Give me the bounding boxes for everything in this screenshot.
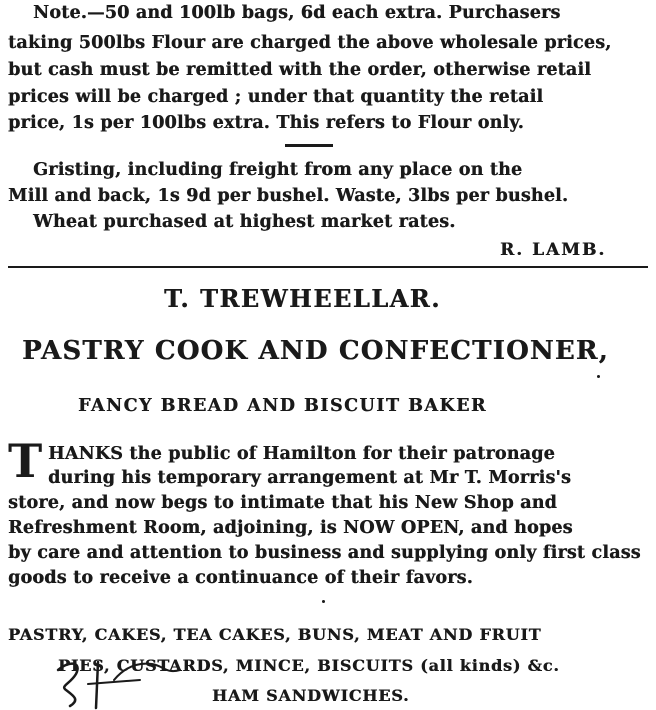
notice-line-2: taking 500lbs Flour are charged the above wholesale prices,: [8, 33, 612, 53]
long-divider: [8, 266, 648, 268]
advertiser-name: T. TREWHEELLAR.: [164, 284, 441, 313]
notice-line-4: prices will be charged ; under that quantity the retail: [8, 87, 544, 107]
ink-speck: [322, 600, 325, 603]
body-line-5: by care and attention to business and supplying only first class: [8, 543, 641, 563]
body-line-4: Refreshment Room, adjoining, is NOW OPEN, and hopes: [8, 518, 573, 538]
body-line-2: during his temporary arrangement at Mr T. Morris's: [48, 468, 571, 488]
notice-line-3: but cash must be remitted with the order, otherwise retail: [8, 60, 592, 80]
notice-line-1: Note.—50 and 100lb bags, 6d each extra. Purchasers: [33, 3, 561, 23]
gristing-line-3: Wheat purchased at highest market rates.: [33, 212, 456, 232]
signature: R. LAMB.: [500, 240, 607, 260]
body-line-1: HANKS the public of Hamilton for their patronage: [48, 444, 555, 464]
products-line-3: HAM SANDWICHES.: [212, 686, 410, 705]
body-line-6: goods to receive a continuance of their favors.: [8, 568, 473, 588]
notice-line-5: price, 1s per 100lbs extra. This refers to Flour only.: [8, 113, 524, 133]
drop-cap: T: [8, 434, 43, 488]
advertiser-subtitle: FANCY BREAD AND BISCUIT BAKER: [78, 396, 487, 416]
products-line-1: PASTRY, CAKES, TEA CAKES, BUNS, MEAT AND FRUIT: [8, 625, 542, 644]
gristing-line-2: Mill and back, 1s 9d per bushel. Waste, 3lbs per bushel.: [8, 186, 569, 206]
ink-speck: [597, 375, 600, 378]
handwritten-scribble: [40, 640, 190, 710]
products-line-2: PIES, CUSTARDS, MINCE, BISCUITS (all kinds) &c.: [58, 656, 560, 675]
short-divider: [285, 144, 333, 147]
advertiser-trade: PASTRY COOK AND CONFECTIONER,: [22, 336, 609, 366]
gristing-line-1: Gristing, including freight from any place on the: [33, 160, 523, 180]
body-line-3: store, and now begs to intimate that his New Shop and: [8, 493, 557, 513]
